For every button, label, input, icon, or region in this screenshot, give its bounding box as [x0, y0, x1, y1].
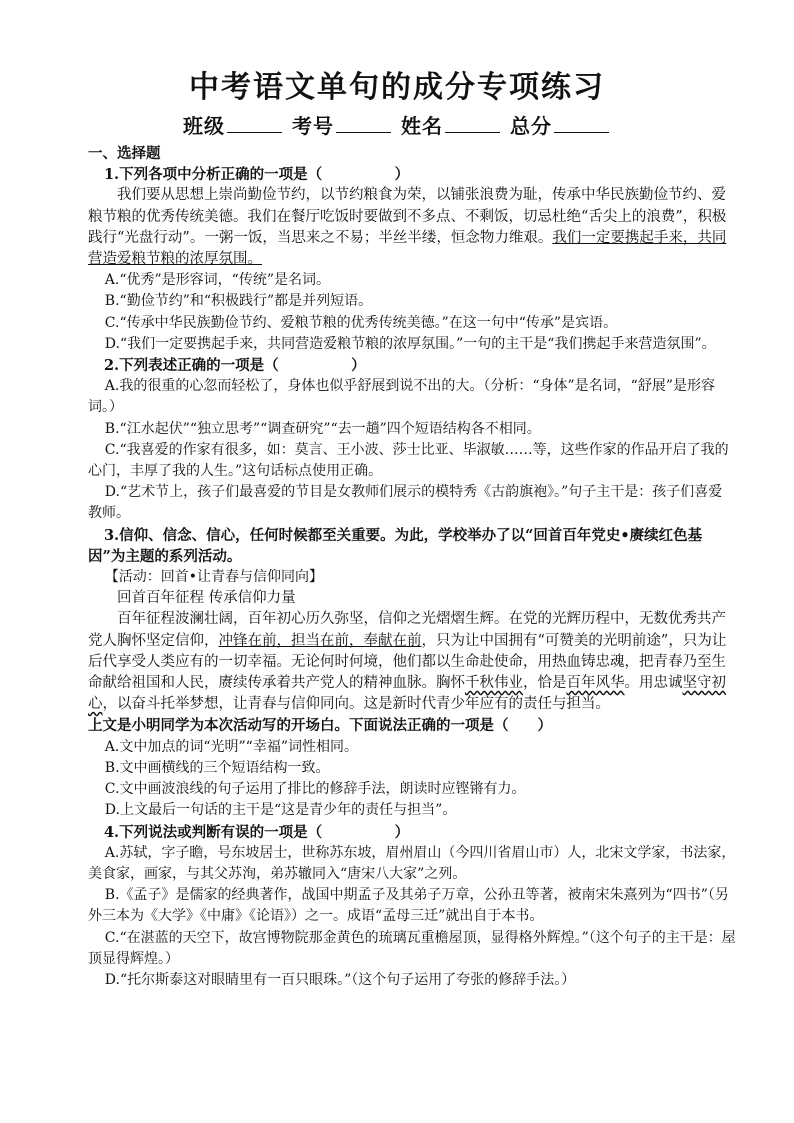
q1-option-c: C.“传承中华民族勤俭节约、爱粮节粮的优秀传统美德。”在这一句中“传承”是宾语。 [104, 314, 618, 331]
q3-activity: 【活动：回首•让青春与信仰同向】 [104, 569, 324, 586]
q3-passage-a: 百年征程波澜壮阔，百年初心历久弥坚，信仰之光熠熠生辉。在党的光辉历程中，无数优秀共产党人胸怀坚定信仰， [88, 611, 726, 649]
q4-option-a: A.苏轼，字子瞻，号东坡居士，世称苏东坡，眉州眉山（今四川省眉山市）人，北宋文学家，书法家，美食家，画家，与其父苏洵，弟苏辙同入“唐宋八大家”之列。 [88, 844, 736, 882]
q2-option-c: C.“我喜爱的作家有很多，如：莫言、王小波、莎士比亚、毕淑敏……等，这些作家的作品开启了我的心门，丰厚了我的人生。”这句话标点使用正确。 [88, 441, 729, 480]
name-blank[interactable] [445, 114, 500, 133]
q3-passage [88, 609, 736, 715]
q4-stem: 4.下列说法或判断有误的一项是（ ） [103, 823, 410, 841]
q3-speech-title: 回首百年征程 传承信仰力量 [117, 590, 296, 607]
q3-option-b: B.文中画横线的三个短语结构一致。 [104, 759, 330, 776]
q1-option-d: D.“我们一定要携起手来，共同营造爱粮节粮的浓厚氛围。”一句的主干是“我们携起手来营造氛围”。 [104, 335, 716, 352]
q3-wavy-1: 千秋伟业 [465, 675, 523, 692]
score-blank[interactable] [554, 114, 609, 133]
number-label: 考号 [292, 114, 335, 138]
q4-option-c: C.“在湛蓝的天空下，故宫博物院那金黄色的琉璃瓦重檐屋顶，显得格外辉煌。”（这个句子的主干是：屋顶显得辉煌。） [88, 929, 736, 967]
q3-passage-e: ，以奋斗托举梦想，让青春与信仰同向。这是新时代青少年应有的责任与担当。 [102, 696, 610, 713]
number-blank[interactable] [336, 114, 391, 133]
questions-body [88, 143, 736, 991]
q3-wavy-3: 坚守初心 [88, 675, 726, 713]
q3-question: 上文是小明同学为本次活动写的开场白。下面说法正确的一项是（ ） [88, 717, 552, 735]
q2-option-d: D.“艺术节上，孩子们最喜爱的节目是女教师们展示的模特秀《古韵旗袍》。”句子主干是：孩子们喜爱教师。 [88, 484, 723, 522]
q1-option-b: B.“勤俭节约”和“积极践行”都是并列短语。 [104, 293, 373, 310]
q1-passage [88, 185, 736, 270]
q1-option-a: A.“优秀”是形容词，“传统”是名词。 [104, 272, 330, 289]
q3-passage-b: ，只为让中国拥有“可赞美的光明前途”，只为让后代享受人类应有的一切幸福。无论何时何境，他们都以生命赴使命，用热血铸忠魂，把青春乃至生命献给祖国和人民，赓续传承着共产党人的精神血脉。胸怀 [88, 632, 727, 692]
q4-option-b: B.《孟子》是儒家的经典著作，战国中期孟子及其弟子万章，公孙丑等著，被南宋朱熹列为“四书”（另外三本为《大学》《中庸》《论语》）之一。成语“孟母三迁”就出自于本书。 [88, 887, 729, 925]
page-title: 中考语文单句的成分专项练习 [189, 70, 605, 105]
q2-option-b: B.“江水起伏”“独立思考”“调查研究”“去一趟”四个短语结构各不相同。 [104, 420, 541, 437]
q1-passage-text: 我们要从思想上崇尚勤俭节约，以节约粮食为荣，以铺张浪费为耻，传承中华民族勤俭节约、爱粮节粮的优秀传统美德。我们在餐厅吃饭时要做到不多点、不剩饭，切忌杜绝“舌尖上的浪费”，积极践行“光盘行动”。一粥一饭，当思来之不易；半丝半缕，恒念物力维艰。 [88, 187, 727, 246]
q1-passage-underlined: 我们一定要携起手来，共同营造爱粮节粮的浓厚氛围。 [88, 229, 727, 268]
q3-option-c: C.文中画波浪线的句子运用了排比的修辞手法，朗读时应铿锵有力。 [104, 781, 526, 798]
q2-stem: 2.下列表述正确的一项是（ ） [103, 357, 366, 375]
score-label: 总分 [509, 114, 552, 138]
q3-wavy-2: 百年风华 [566, 675, 625, 692]
section-heading: 一、选择题 [88, 145, 161, 162]
q3-passage-d: 。用忠诚 [624, 675, 683, 692]
q3-passage-c: ，恰是 [523, 675, 567, 692]
q3-option-d: D.上文最后一句话的主干是“这是青少年的责任与担当”。 [104, 802, 457, 819]
q4-option-d: D.“托尔斯泰这对眼睛里有一百只眼珠。”（这个句子运用了夸张的修辞手法。） [104, 971, 576, 988]
q3-stem: 3.信仰、信念、信心，任何时候都至关重要。为此，学校举办了以“回首百年党史•赓续红色基因”为主题的系列活动。 [88, 526, 703, 565]
name-label: 姓名 [400, 114, 443, 138]
q3-option-a: A.文中加点的词“光明”“幸福”词性相同。 [104, 738, 358, 755]
q3-underlined-phrases: 冲锋在前，担当在前，奉献在前 [218, 632, 422, 649]
q1-stem: 1.下列各项中分析正确的一项是（ ） [103, 166, 410, 184]
q2-option-a: A.我的很重的心忽而轻松了，身体也似乎舒展到说不出的大。（分析：“身体”是名词，“舒展”是形容词。） [88, 378, 715, 416]
class-label: 班级 [183, 114, 226, 138]
student-info-line [0, 110, 794, 139]
class-blank[interactable] [227, 114, 282, 133]
